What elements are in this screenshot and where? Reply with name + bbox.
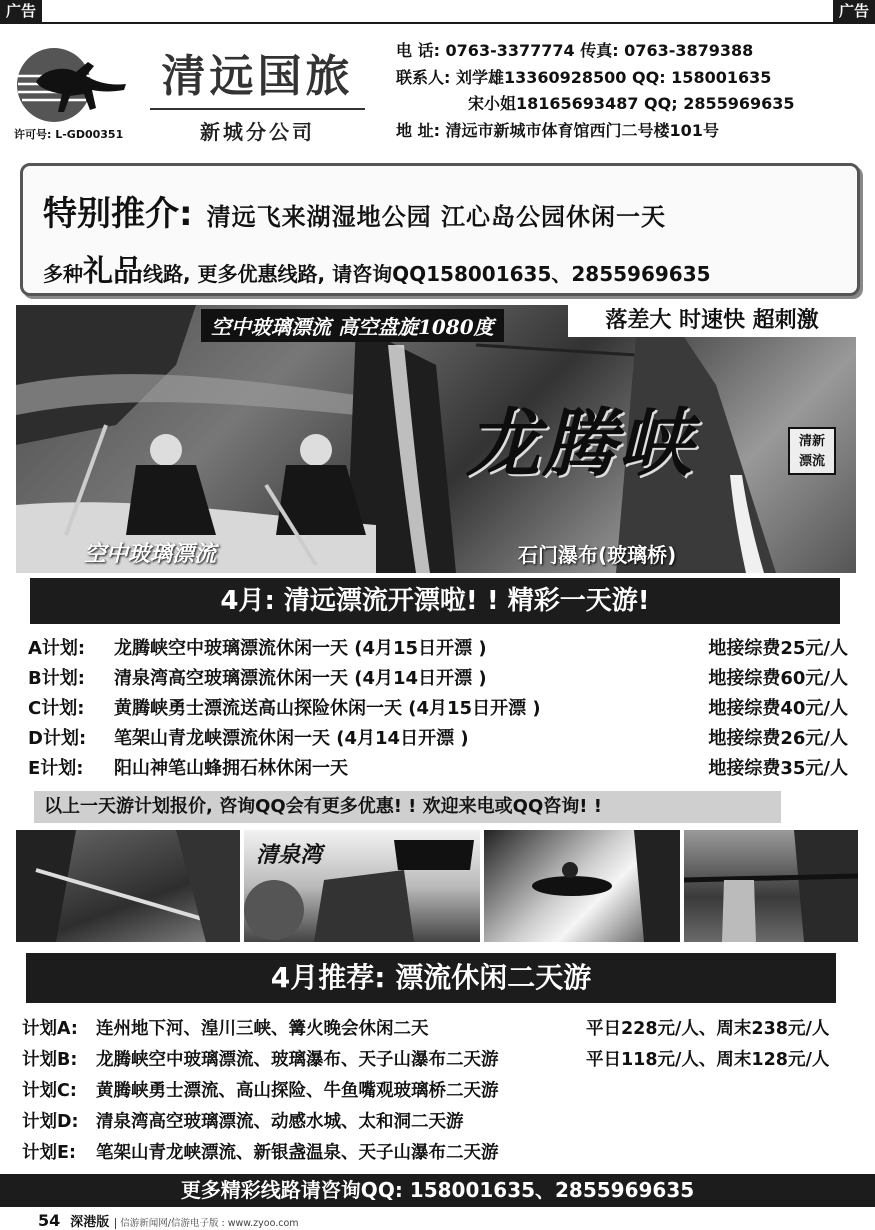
plan-label: 计划D: [22, 1112, 79, 1132]
plan-desc: 连州地下河、湟川三峡、篝火晚会休闲二天 [96, 1019, 429, 1039]
consult-notice: 以上一天游计划报价, 咨询QQ会有更多优惠! ! 欢迎来电或QQ咨询! ! [34, 791, 781, 823]
special-subline-a: 多种 [43, 262, 83, 286]
plan-desc: 清泉湾高空玻璃漂流休闲一天 (4月14日开漂 ) [114, 668, 487, 689]
plan-desc: 黄腾峡勇士漂流送高山探险休闲一天 (4月15日开漂 ) [114, 698, 541, 719]
qingxin-stamp [788, 427, 836, 475]
longtengxia-banner [16, 305, 856, 573]
edition-label: 深港版 [70, 1215, 110, 1230]
phone-line: 电 话: 0763-3377774 传真: 0763-3879388 [396, 41, 754, 60]
plan-label: B计划: [28, 668, 85, 689]
plan-label: 计划C: [22, 1081, 77, 1101]
special-title-label: 特别推介: [43, 194, 193, 234]
list-item [28, 754, 848, 784]
plan-price: 地接综费60元/人 [708, 668, 848, 689]
list-item [22, 1107, 862, 1138]
list-item [22, 1014, 862, 1045]
plan-label: 计划A: [22, 1019, 78, 1039]
qingquanwan-title: 清泉湾 [256, 842, 323, 868]
brand-name: 清远国旅 [161, 51, 354, 102]
ad-tag-right: 广告 [833, 0, 875, 22]
bottom-contact-bar: 更多精彩线路请咨询QQ: 158001635、2855969635 [0, 1174, 875, 1207]
brand-divider [150, 108, 365, 110]
ad-tag-left: 广告 [0, 0, 42, 22]
page-number: 54 [38, 1211, 61, 1230]
rafting-photo [484, 830, 680, 942]
section2-title: 4月推荐: 漂流休闲二天游 [26, 953, 836, 1003]
plan-label: C计划: [28, 698, 85, 719]
list-item [28, 664, 848, 694]
list-item [22, 1076, 862, 1107]
banner-big-title: 龙腾峡 [466, 401, 694, 487]
special-title [43, 186, 666, 235]
plan-price: 地接综费40元/人 [708, 698, 848, 719]
list-item [22, 1138, 862, 1169]
stamp-line-2: 漂流 [798, 454, 825, 469]
list-item [22, 1045, 862, 1076]
contact-line-2: 宋小姐18165693487 QQ; 2855969635 [468, 94, 795, 113]
plan-label: D计划: [28, 728, 87, 749]
list-item [28, 634, 848, 664]
list-item [28, 724, 848, 754]
plan-price: 地接综费25元/人 [708, 638, 848, 659]
brand-subtitle: 新城分公司 [200, 120, 315, 144]
top-divider [0, 22, 875, 24]
plan-price: 地接综费26元/人 [708, 728, 848, 749]
plan-desc: 黄腾峡勇士漂流、高山探险、牛鱼嘴观玻璃桥二天游 [96, 1081, 499, 1101]
banner-tagline: 落差大 时速快 超刺激 [568, 305, 856, 337]
plan-desc: 笔架山青龙峡漂流休闲一天 (4月14日开漂 ) [114, 728, 469, 749]
plan-label: E计划: [28, 758, 84, 779]
special-recommendation-box [20, 163, 860, 296]
page-footer [38, 1211, 299, 1230]
special-subline-b: 线路, 更多优惠线路, 请咨询QQ158001635、2855969635 [143, 262, 711, 286]
plan-price: 平日118元/人、周末128元/人 [586, 1050, 830, 1070]
qingquanwan-photo [244, 830, 480, 942]
banner-caption-right: 石门瀑布(玻璃桥) [518, 543, 677, 567]
plan-label: 计划B: [22, 1050, 78, 1070]
special-subline [43, 246, 711, 290]
plan-price: 平日228元/人、周末238元/人 [586, 1019, 830, 1039]
special-subline-gift: 礼品 [83, 254, 143, 289]
plan-desc: 阳山神笔山蜂拥石林休闲一天 [114, 758, 348, 779]
banner-scenery [16, 305, 856, 573]
glass-bridge-photo [16, 830, 240, 942]
brand-block [150, 40, 365, 145]
plan-desc: 清泉湾高空玻璃漂流、动感水城、太和洞二天游 [96, 1112, 464, 1132]
plan-label: A计划: [28, 638, 86, 659]
list-item [28, 694, 848, 724]
stamp-line-1: 清新 [798, 434, 825, 449]
address-line: 地 址: 清远市新城市体育馆西门二号楼101号 [396, 120, 719, 140]
source-text: 信游新闻网/信游电子版 : www.zyoo.com [115, 1218, 298, 1229]
plan-desc: 龙腾峡空中玻璃漂流休闲一天 (4月15日开漂 ) [114, 638, 487, 659]
plan-desc: 笔架山青龙峡漂流、新银盏温泉、天子山瀑布二天游 [96, 1143, 499, 1163]
contact-line-1: 联系人: 刘学雄13360928500 QQ: 158001635 [396, 67, 772, 87]
section1-title: 4月: 清远漂流开漂啦! ! 精彩一天游! [30, 578, 840, 624]
one-day-plan-list [28, 634, 848, 784]
contact-block [396, 38, 795, 144]
plan-desc: 龙腾峡空中玻璃漂流、玻璃瀑布、天子山瀑布二天游 [96, 1050, 499, 1070]
plan-label: 计划E: [22, 1143, 76, 1163]
special-title-detail: 清远飞来湖湿地公园 江心岛公园休闲一天 [206, 203, 666, 231]
banner-caption-left: 空中玻璃漂流 [84, 541, 217, 567]
horse-logo-icon [14, 46, 132, 124]
plan-price: 地接综费35元/人 [708, 758, 848, 779]
two-day-plan-list [22, 1014, 862, 1169]
license-number: 许可号: L-GD00351 [14, 128, 124, 141]
cliff-walkway-photo [684, 830, 858, 942]
banner-strip: 空中玻璃漂流 高空盘旋1080度 [201, 309, 504, 342]
